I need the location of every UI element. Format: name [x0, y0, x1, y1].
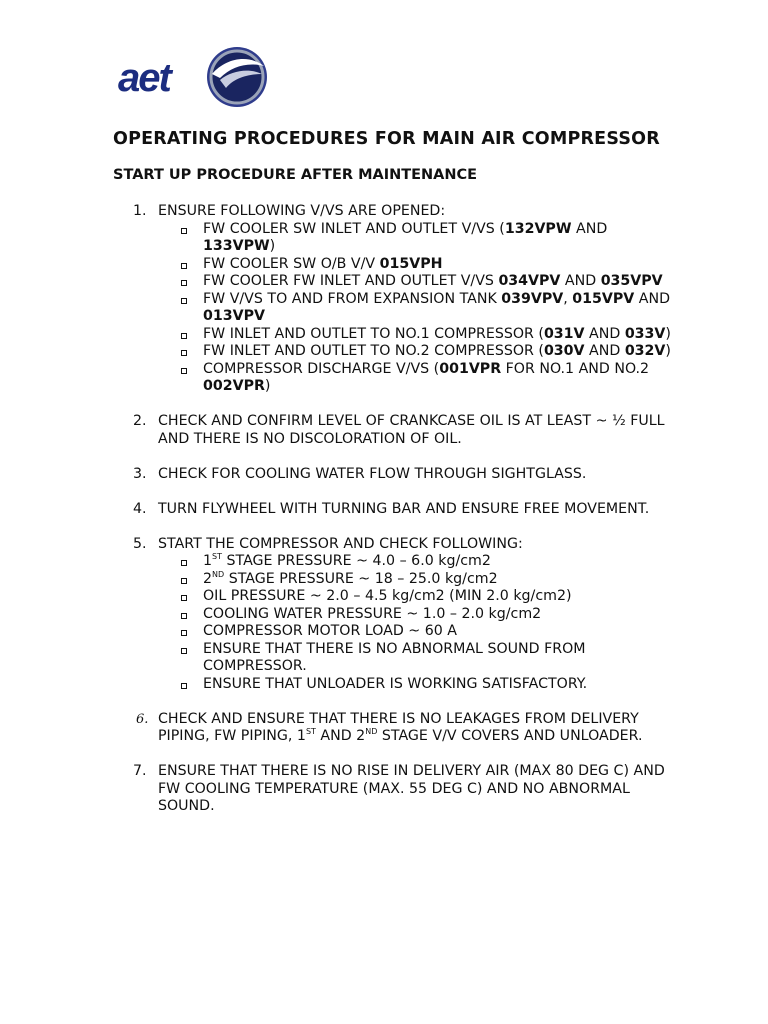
- step-4: [113, 501, 673, 519]
- square-bullet-icon: [181, 228, 187, 234]
- step-text: ENSURE THAT THERE IS NO RISE IN DELIVERY AIR (MAX 80 DEG C) AND FW COOLING TEMPERATURE (MAX. 55 DEG C) AND NO ABNORMAL SOUND.: [158, 763, 665, 814]
- step-number: 5.: [133, 535, 147, 552]
- step-number: 3.: [133, 465, 147, 482]
- step-number: 7.: [133, 763, 147, 779]
- step-5: [113, 536, 673, 694]
- square-bullet-icon: [181, 683, 187, 689]
- list-item: FW COOLER SW O/B V/V 015VPH: [158, 256, 673, 274]
- step-text: ENSURE FOLLOWING V/VS ARE OPENED:: [158, 203, 446, 219]
- check-list: [158, 553, 673, 693]
- square-bullet-icon: [181, 350, 187, 356]
- step-text: TURN FLYWHEEL WITH TURNING BAR AND ENSURE FREE MOVEMENT.: [158, 500, 650, 517]
- square-bullet-icon: [181, 595, 187, 601]
- list-item: ENSURE THAT THERE IS NO ABNORMAL SOUND FROM COMPRESSOR.: [158, 641, 673, 676]
- step-3: [113, 466, 673, 484]
- company-logo: [116, 44, 272, 110]
- step-text: CHECK AND CONFIRM LEVEL OF CRANKCASE OIL IS AT LEAST ~ ½ FULL AND THERE IS NO DISCOLORATION OF OIL.: [158, 413, 665, 447]
- section-heading: START UP PROCEDURE AFTER MAINTENANCE: [113, 167, 478, 183]
- step-text: CHECK FOR COOLING WATER FLOW THROUGH SIGHTGLASS.: [158, 465, 587, 482]
- square-bullet-icon: [181, 630, 187, 636]
- square-bullet-icon: [181, 298, 187, 304]
- step-number: 4.: [133, 500, 147, 517]
- square-bullet-icon: [181, 280, 187, 286]
- square-bullet-icon: [181, 263, 187, 269]
- list-item: FW INLET AND OUTLET TO NO.2 COMPRESSOR (030V AND 032V): [158, 343, 673, 361]
- document-title: OPERATING PROCEDURES FOR MAIN AIR COMPRESSOR: [113, 129, 660, 149]
- step-number: 1.: [133, 203, 147, 219]
- list-item: OIL PRESSURE ~ 2.0 – 4.5 kg/cm2 (MIN 2.0 kg/cm2): [158, 588, 673, 606]
- step-number: 2.: [133, 413, 147, 429]
- step-6: 6. CHECK AND ENSURE THAT THERE IS NO LEAKAGES FROM DELIVERY PIPING, FW PIPING, 1ST AND 2ND STAGE V/V COVERS AND UNLOADER.: [136, 710, 643, 744]
- step-1: [113, 203, 673, 396]
- square-bullet-icon: [181, 578, 187, 584]
- list-item: 2ND STAGE PRESSURE ~ 18 – 25.0 kg/cm2: [158, 571, 673, 589]
- square-bullet-icon: [181, 368, 187, 374]
- list-item: 1ST STAGE PRESSURE ~ 4.0 – 6.0 kg/cm2: [158, 553, 673, 571]
- valve-list: [158, 221, 673, 396]
- procedure-steps: [113, 203, 673, 833]
- list-item: FW COOLER FW INLET AND OUTLET V/VS 034VPV AND 035VPV: [158, 273, 673, 291]
- square-bullet-icon: [181, 333, 187, 339]
- list-item: FW COOLER SW INLET AND OUTLET V/VS (132VPW AND 133VPW): [158, 221, 673, 256]
- square-bullet-icon: [181, 560, 187, 566]
- list-item: COOLING WATER PRESSURE ~ 1.0 – 2.0 kg/cm2: [158, 606, 673, 624]
- step-7: [113, 763, 673, 816]
- square-bullet-icon: [181, 613, 187, 619]
- step-number: 6.: [136, 711, 149, 727]
- list-item: FW V/VS TO AND FROM EXPANSION TANK 039VPV, 015VPV AND 013VPV: [158, 291, 673, 326]
- square-bullet-icon: [181, 648, 187, 654]
- list-item: COMPRESSOR DISCHARGE V/VS (001VPR FOR NO.1 AND NO.2 002VPR): [158, 361, 673, 396]
- step-2: [113, 413, 673, 448]
- list-item: FW INLET AND OUTLET TO NO.1 COMPRESSOR (031V AND 033V): [158, 326, 673, 344]
- step-text: START THE COMPRESSOR AND CHECK FOLLOWING:: [158, 535, 523, 552]
- svg-text:aet: aet: [118, 56, 170, 100]
- list-item: ENSURE THAT UNLOADER IS WORKING SATISFACTORY.: [158, 676, 673, 694]
- list-item: COMPRESSOR MOTOR LOAD ~ 60 A: [158, 623, 673, 641]
